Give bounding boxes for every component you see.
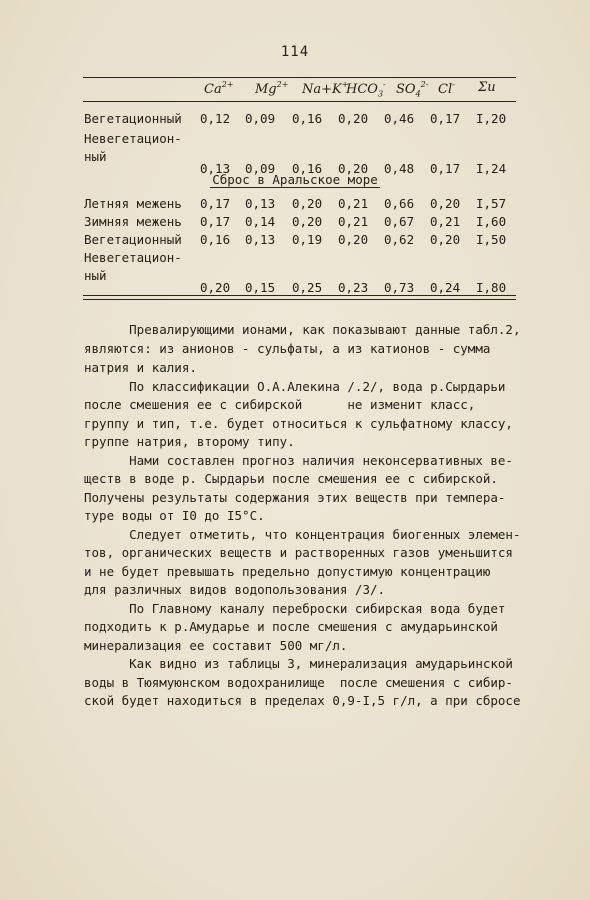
table-cell: 0,14 [245, 214, 276, 229]
table-header-cell [255, 80, 288, 97]
table-cell: 0,16 [292, 161, 323, 176]
table-cell: 0,21 [338, 196, 369, 211]
table-row [0, 196, 590, 214]
header-subscript: 3 [377, 89, 384, 99]
section-title-text: Сброс в Аральское море [212, 172, 378, 187]
table-cell: 0,13 [245, 232, 276, 247]
text-line: минерализация ее составит 500 мг/л. [84, 638, 348, 653]
row-label: Невегетацион- [84, 250, 182, 265]
table-cell: 0,46 [384, 111, 415, 126]
table-cell: 0,25 [292, 280, 323, 295]
text-line: являются: из анионов - сульфаты, а из катионов - сумма [84, 341, 491, 356]
table-cell: 0,66 [384, 196, 415, 211]
header-ion-name: HCO [346, 82, 378, 97]
text-line: воды в Тюямуюнском водохранилище после смешения с сибир- [84, 675, 513, 690]
text-line: Как видно из таблицы 3, минерализация амударьинской [84, 656, 513, 671]
table-cell: 0,20 [200, 280, 231, 295]
table-cell: I,60 [476, 214, 507, 229]
text-line: Следует отметить, что концентрация биогенных элемен- [84, 527, 521, 542]
table-cell: 0,19 [292, 232, 323, 247]
row-label: Вегетационный [84, 111, 182, 126]
table-cell: 0,24 [430, 280, 461, 295]
text-line: Получены результаты содержания этих веществ при темпера- [84, 490, 506, 505]
text-line: По Главному каналу переброски сибирская вода будет [84, 601, 506, 616]
table-cell: 0,17 [200, 196, 231, 211]
table-header-rule [83, 101, 516, 102]
header-ion-name: SO [396, 82, 416, 97]
text-line: ской будет находиться в пределах 0,9-I,5 г/л, а при сбросе [84, 693, 521, 708]
table-cell: 0,62 [384, 232, 415, 247]
text-line: после смешения ее с сибирской не изменит класс, [84, 397, 476, 412]
text-line: натрия и калия. [84, 360, 197, 375]
header-ion-name: Cl [438, 82, 453, 97]
text-line: По классификации О.А.Алекина /.2/, вода р.Сырдарьи [84, 379, 506, 394]
table-cell: I,57 [476, 196, 507, 211]
table-cell: 0,16 [200, 232, 231, 247]
table-cell: 0,12 [200, 111, 231, 126]
row-label: ный [84, 268, 107, 283]
text-line: ществ в воде р. Сырдарьи после смешения ее с сибирской. [84, 471, 498, 486]
table-cell: I,50 [476, 232, 507, 247]
table-cell: 0,23 [338, 280, 369, 295]
table-cell: 0,13 [245, 196, 276, 211]
table-row [0, 214, 590, 232]
table-cell: 0,16 [292, 111, 323, 126]
table-row [0, 232, 590, 250]
text-line: группу и тип, т.е. будет относиться к сульфатному классу, [84, 416, 513, 431]
table-cell: 0,09 [245, 161, 276, 176]
header-superscript: 2+ [276, 80, 289, 89]
table-header-row [0, 80, 590, 100]
text-line: туре воды от I0 до I5°С. [84, 508, 265, 523]
table-bottom-rule [83, 295, 516, 296]
header-ion-name: Na+K [302, 82, 342, 97]
header-ion-name: Ca [204, 82, 222, 97]
table-cell: 0,13 [200, 161, 231, 176]
row-label: Вегетационный [84, 232, 182, 247]
row-label: ный [84, 149, 107, 164]
table-row [0, 111, 590, 129]
row-label: Летняя межень [84, 196, 182, 211]
text-line: группе натрия, второму типу. [84, 434, 295, 449]
text-line: тов, органических веществ и растворенных газов уменьшится [84, 545, 513, 560]
table-cell: 0,20 [338, 111, 369, 126]
page-number: 114 [280, 44, 310, 60]
table-cell: I,24 [476, 161, 507, 176]
table-cell: 0,20 [430, 196, 461, 211]
table-cell: 0,21 [430, 214, 461, 229]
table-bottom-rule-second [83, 299, 516, 300]
header-superscript: - [383, 80, 386, 89]
table-top-rule [83, 77, 516, 78]
table-cell: 0,73 [384, 280, 415, 295]
table-row-label-line [0, 250, 590, 268]
header-superscript: 2- [420, 80, 429, 89]
table-cell: 0,17 [430, 161, 461, 176]
header-ion-name: Mg [255, 82, 277, 97]
header-superscript: 2+ [221, 80, 234, 89]
table-cell: 0,20 [338, 232, 369, 247]
table-section-title [0, 172, 590, 187]
table-row-label-line [0, 131, 590, 149]
table-cell: 0,20 [292, 196, 323, 211]
header-ion-name: Σu [478, 80, 496, 95]
text-line: и не будет превышать предельно допустимую концентрацию [84, 564, 491, 579]
row-label: Невегетацион- [84, 131, 182, 146]
row-label: Зимняя межень [84, 214, 182, 229]
table-cell: 0,17 [200, 214, 231, 229]
table-cell: 0,20 [338, 161, 369, 176]
table-cell: I,20 [476, 111, 507, 126]
table-header-cell [346, 80, 386, 99]
table-cell: 0,48 [384, 161, 415, 176]
table-cell: 0,21 [338, 214, 369, 229]
table-header-cell [478, 80, 496, 95]
header-subscript: 4 [415, 89, 421, 99]
table-cell: I,80 [476, 280, 507, 295]
table-header-cell [438, 80, 455, 97]
header-superscript: - [452, 80, 455, 89]
table-header-cell [302, 80, 348, 97]
table-cell: 0,67 [384, 214, 415, 229]
text-line: для различных видов водопользования /3/. [84, 582, 386, 597]
text-line: подходить к р.Амударье и после смешения с амударьинской [84, 619, 498, 634]
table-header-cell [396, 80, 428, 99]
table-cell: 0,20 [292, 214, 323, 229]
header-superscript: + [341, 80, 349, 89]
text-line: Нами составлен прогноз наличия неконсервативных ве- [84, 453, 513, 468]
text-line: Превалирующими ионами, как показывают данные табл.2, [84, 322, 521, 337]
table-cell: 0,09 [245, 111, 276, 126]
table-cell: 0,20 [430, 232, 461, 247]
table-cell: 0,15 [245, 280, 276, 295]
table-header-cell [204, 80, 234, 97]
table-cell: 0,17 [430, 111, 461, 126]
